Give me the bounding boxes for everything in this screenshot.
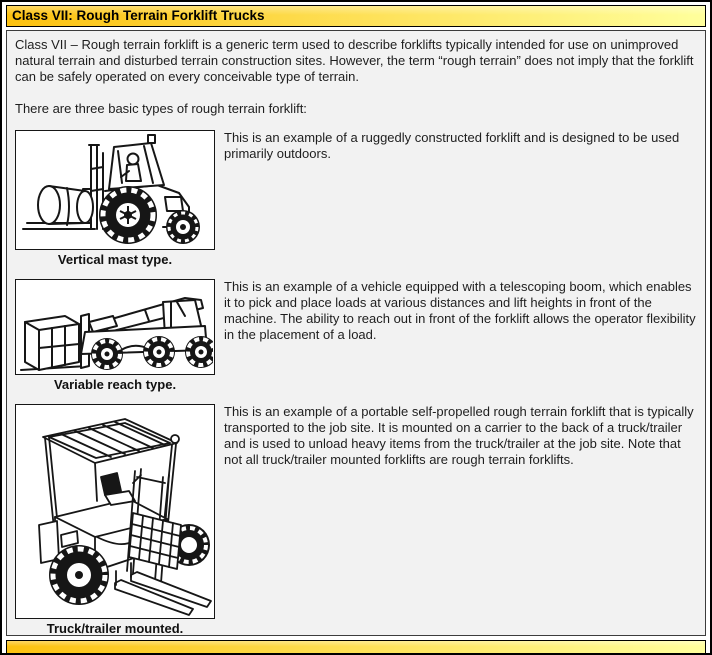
- truck-trailer-mounted-forklift-illustration: [17, 407, 213, 616]
- variable-reach-forklift-illustration: [17, 282, 213, 372]
- forklift-type-row-vertical-mast: [15, 130, 699, 268]
- intro-paragraph: Class VII – Rough terrain forklift is a generic term used to describe forklifts typically intended for use on unimproved natural terrain and disturbed terrain construction sites. However, the term “rough terrain” does not imply that the forklift can be safely operated on every conceivable type of terrain.: [15, 37, 694, 84]
- page-title: Class VII: Rough Terrain Forklift Trucks: [12, 8, 265, 23]
- forklift-type-row-variable-reach: [15, 279, 699, 393]
- vertical-mast-forklift-illustration: [17, 133, 213, 247]
- variable-reach-image-frame: [15, 279, 215, 375]
- type-description: This is an example of a ruggedly constructed forklift and is designed to be used primarily outdoors.: [224, 130, 680, 161]
- figure-caption: Vertical mast type.: [57, 252, 173, 267]
- forklift-type-row-truck-trailer: [15, 404, 699, 637]
- figure-caption: Variable reach type.: [53, 377, 177, 392]
- types-lead-paragraph: There are three basic types of rough terrain forklift:: [15, 101, 307, 116]
- truck-trailer-figure: [15, 404, 215, 637]
- footer-accent-bar: [6, 640, 706, 654]
- content-panel: [6, 30, 706, 636]
- vertical-mast-figure: [15, 130, 215, 268]
- truck-trailer-image-frame: [15, 404, 215, 619]
- page-title-bar: [6, 5, 706, 27]
- type-description: This is an example of a portable self-propelled rough terrain forklift that is typically transported to the job site. It is mounted on a carrier to the back of a truck/trailer and is used to unload heavy items from the truck/trailer at the job site. Note that not all truck/trailer mounted forklifts are rough terrain forklifts.: [224, 404, 694, 467]
- variable-reach-figure: [15, 279, 215, 393]
- figure-caption: Truck/trailer mounted.: [46, 621, 184, 636]
- type-description: This is an example of a vehicle equipped with a telescoping boom, which enables it to pick and place loads at various distances and lift heights in front of the machine. The ability to reach out in front of the forklift allows the operator flexibility in the placement of a load.: [224, 279, 696, 342]
- vertical-mast-image-frame: [15, 130, 215, 250]
